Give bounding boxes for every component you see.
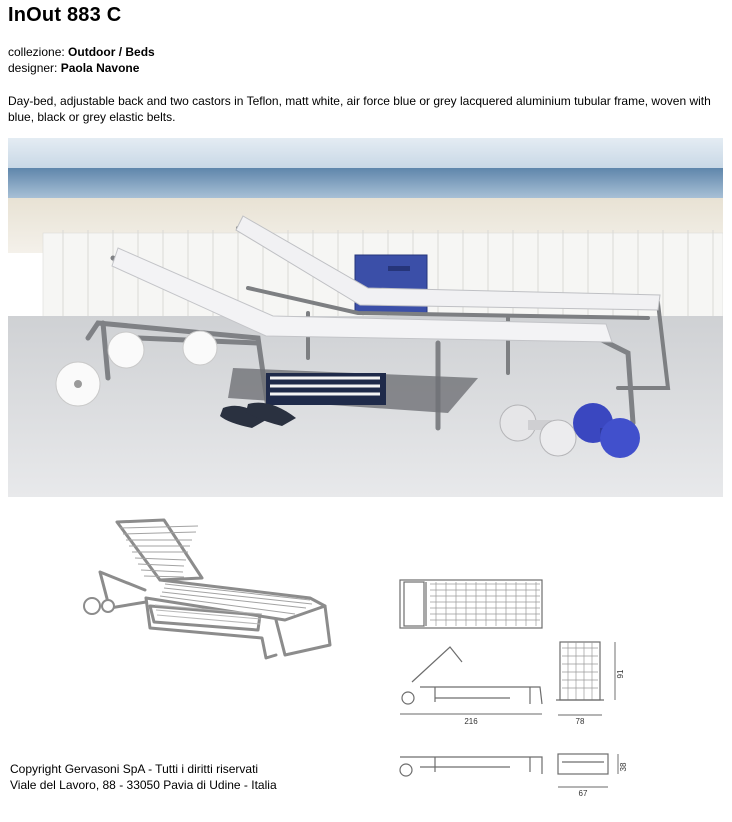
collection-value[interactable]: Outdoor / Beds	[68, 45, 155, 59]
product-photo	[8, 138, 723, 497]
depth-dimension: 67	[578, 789, 588, 798]
designer-label: designer:	[8, 61, 58, 75]
designer-line	[8, 60, 139, 76]
address-text: Viale del Lavoro, 88 - 33050 Pavia di Udine - Italia	[10, 778, 277, 792]
product-title: InOut 883 C	[8, 4, 122, 26]
product-description: Day-bed, adjustable back and two castors in Teflon, matt white, air force blue or grey lacquered aluminium tubular frame, woven with blue, black or grey elastic belts.	[8, 94, 711, 124]
length-dimension: 216	[464, 717, 478, 726]
designer-value[interactable]: Paola Navone	[60, 61, 140, 75]
copyright-text: Copyright Gervasoni SpA - Tutti i diritti riservati	[10, 762, 259, 776]
collection-label: collezione:	[8, 45, 65, 59]
collection-line	[8, 44, 155, 60]
height-dimension: 91	[616, 669, 625, 679]
width-dimension: 78	[575, 717, 585, 726]
product-render	[80, 510, 340, 665]
footer	[10, 761, 277, 793]
low-height-dimension: 38	[619, 762, 628, 772]
technical-drawings	[390, 572, 640, 802]
